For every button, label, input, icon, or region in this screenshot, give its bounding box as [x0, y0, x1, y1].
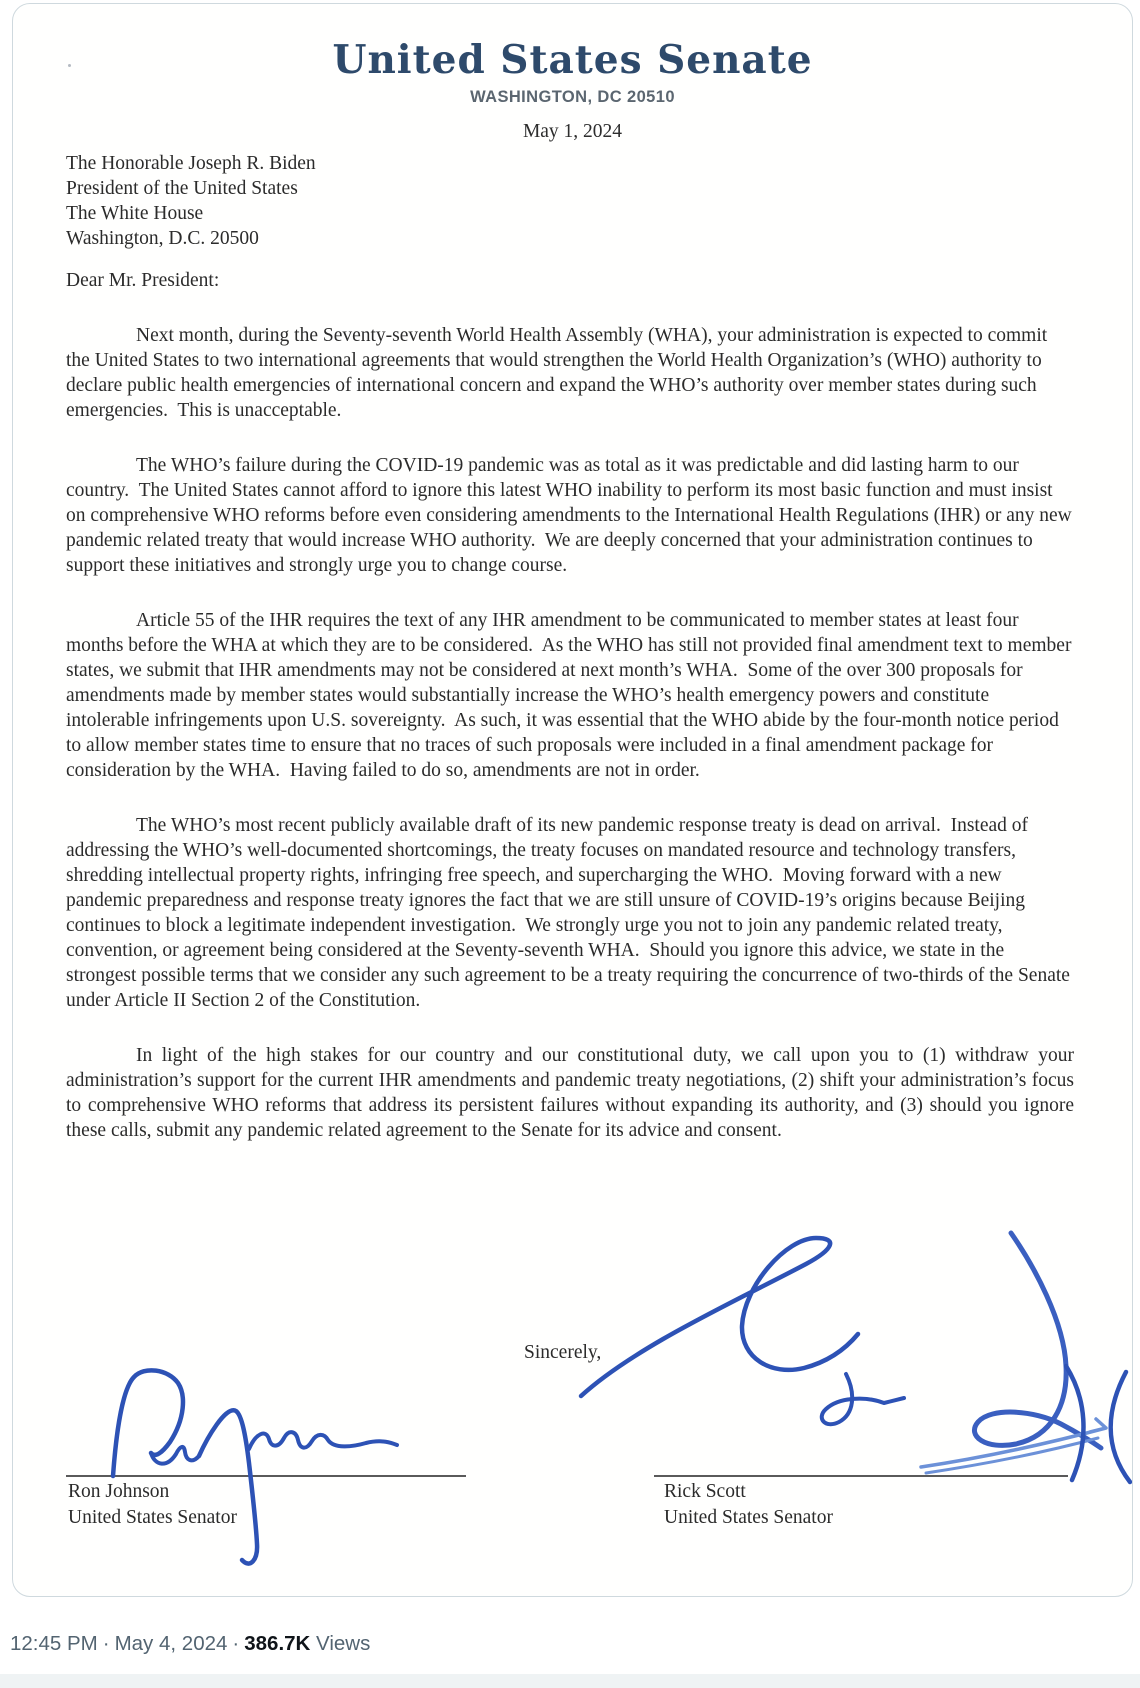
ron-johnson-signature-icon: [56, 1353, 476, 1583]
signer-name-rick-scott: Rick Scott: [664, 1481, 746, 1502]
recipient-line: President of the United States: [66, 178, 298, 199]
salutation: Dear Mr. President:: [66, 270, 220, 291]
recipient-line: Washington, D.C. 20500: [66, 228, 259, 249]
letterhead: [13, 35, 1132, 107]
tweet-time: 12:45 PM: [10, 1632, 98, 1655]
separator-dot: ·: [232, 1632, 240, 1655]
paragraph-5: In light of the high stakes for our country and our constitutional duty, we call upon you to (1) withdraw your administration’s support for the current IHR amendments and pandemic treaty negotiations, (2) shift your administration’s focus to comprehensive WHO reforms that address its persistent failures without expanding its authority, and (3) should you ignore these calls, submit any pandemic related agreement to the Senate for its advice and consent.: [66, 1045, 1079, 1141]
separator-dot: ·: [102, 1632, 110, 1655]
signature-block: [66, 1238, 1076, 1538]
paragraph-4: The WHO’s most recent publicly available draft of its new pandemic response treaty is dead on arrival. Instead of addressing the WHO’s well-documented shortcomings, the treaty focuses on mandated resource and technology transfers, shredding intellectual property rights, infringing free speech, and supercharging the WHO. Moving forward with a new pandemic preparedness and response treaty ignores the fact that we are still unsure of COVID-19’s origins because Beijing continues to block a legitimate independent investigation. We strongly urge you not to join any pandemic related treaty, convention, or agreement being considered at the Seventy-seventh WHA. Should you ignore this advice, we state in the strongest possible terms that we consider any such agreement to be a treaty requiring the concurrence of two-thirds of the Senate under Article II Section 2 of the Constitution.: [66, 815, 1075, 1011]
recipient-line: The Honorable Joseph R. Biden: [66, 153, 316, 174]
paragraph-2: The WHO’s failure during the COVID-19 pandemic was as total as it was predictable and did lasting harm to our country. The United States cannot afford to ignore this latest WHO inability to perform its most basic function and must insist on comprehensive WHO reforms before even considering amendments to the International Health Regulations (IHR) or any new pandemic related treaty that would increase WHO authority. We are deeply concerned that your administration continues to support these initiatives and strongly urge you to change course.: [66, 455, 1077, 576]
signer-title-left: United States Senator: [68, 1507, 237, 1528]
closing-sincerely: Sincerely,: [524, 1342, 602, 1363]
letter-date: May 1, 2024: [522, 121, 623, 142]
signature-line-left: [66, 1475, 466, 1477]
tweet-date: May 4, 2024: [114, 1632, 228, 1655]
signer-name-ron-johnson: Ron Johnson: [68, 1481, 170, 1502]
scan-speck: [68, 64, 71, 67]
tweet-meta-row: [10, 1632, 370, 1656]
paragraph-3: Article 55 of the IHR requires the text of any IHR amendment to be communicated to member states at least four months before the WHA at which they are to be considered. As the WHO has still not provided final amendment text to member states, we submit that IHR amendments may not be considered at next month’s WHA. Some of the over 300 proposals for amendments made by member states would substantially increase the WHO’s health emergency powers and constitute intolerable infringements upon U.S. sovereignty. As such, it was essential that the WHO abide by the four-month notice period to allow member states time to ensure that no traces of such proposals were included in a final amendment package for consideration by the WHA. Having failed to do so, amendments are not in order.: [66, 610, 1077, 781]
signature-line-right: [654, 1475, 1068, 1477]
recipient-address-block: [66, 151, 1074, 251]
senate-letterhead-title: United States Senate: [332, 37, 813, 83]
views-count: 386.7K: [244, 1632, 311, 1655]
bottom-divider: [0, 1674, 1140, 1688]
letter-image-card[interactable]: [12, 3, 1133, 1597]
signer-title-right: United States Senator: [664, 1507, 833, 1528]
paragraph-1: Next month, during the Seventy-seventh World Health Assembly (WHA), your administration is expected to commit the United States to two international agreements that would strengthen the World Health Organization’s (WHO) authority to declare public health emergencies of international concern and expand the WHO’s authority over member states during such emergencies. This is unacceptable.: [66, 325, 1053, 421]
recipient-line: The White House: [66, 203, 204, 224]
views-label: Views: [316, 1632, 371, 1655]
senate-letterhead-address: WASHINGTON, DC 20510: [470, 88, 675, 106]
letter-body: [13, 151, 1132, 1143]
